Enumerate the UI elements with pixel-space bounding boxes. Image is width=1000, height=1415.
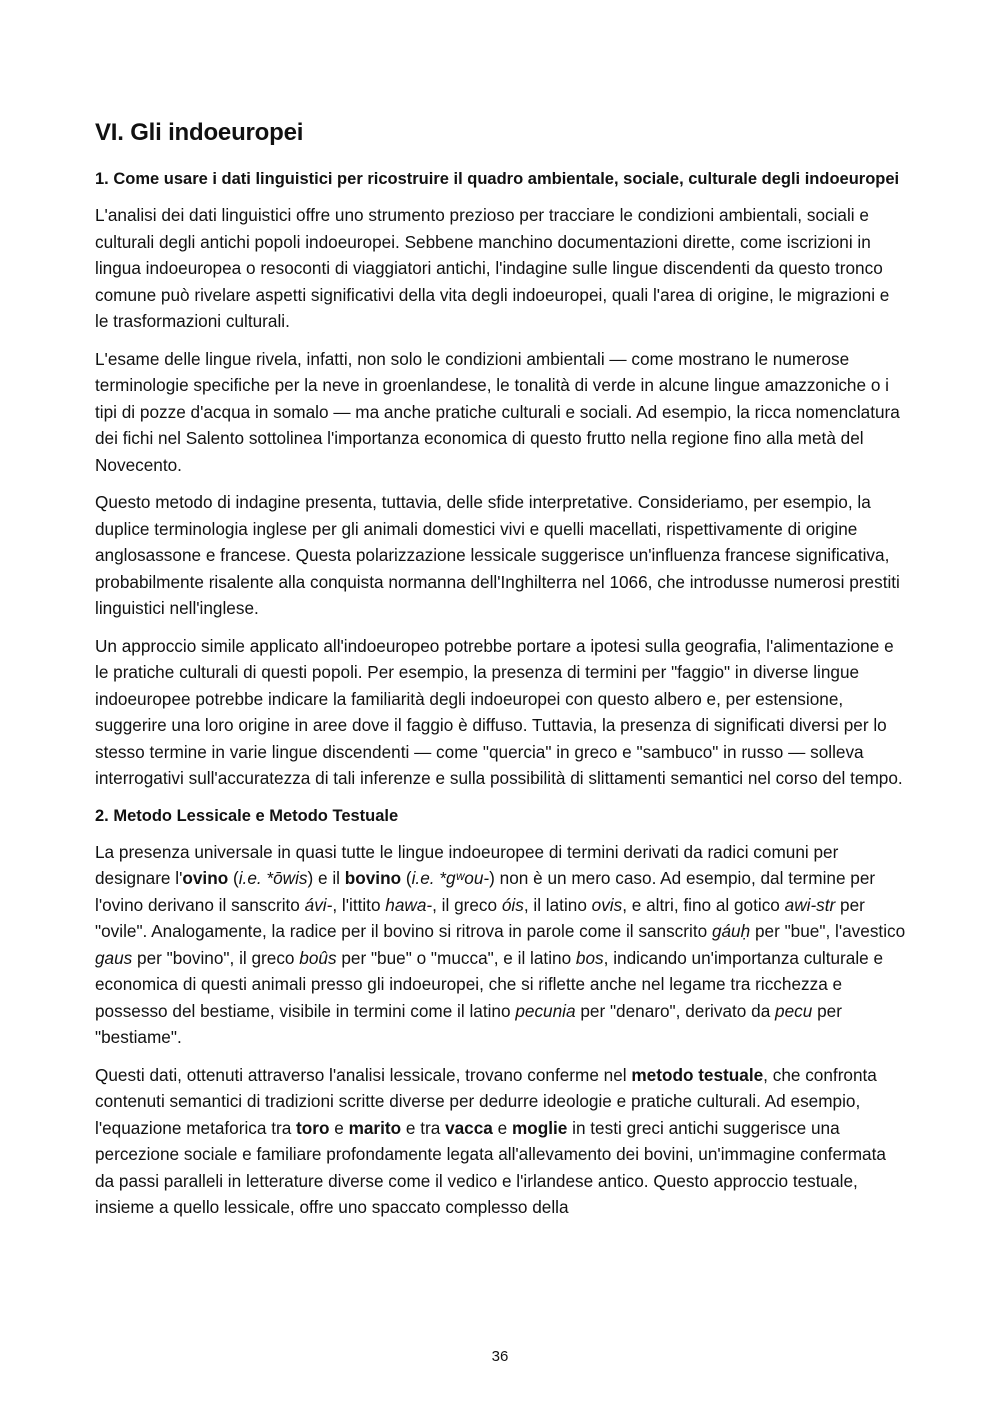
word-form: ovis [591,894,623,915]
term-metodo-testuale: metodo testuale [631,1064,764,1085]
word-form: hawa- [385,894,433,915]
text: ( [401,868,412,888]
term-bovino: bovino [344,868,402,888]
reconstructed-form: i.e. *gʷou- [411,868,490,888]
text: , il greco [432,894,502,915]
term-ovino: ovino [182,868,229,888]
word-form: awi-str [784,894,836,915]
section-heading-1: 1. Come usare i dati linguistici per ricostruire il quadro ambientale, sociale, culturale degli indoeuropei [95,170,900,188]
text: per "bue", l'avestico [750,921,906,941]
term-vacca: vacca [445,1117,493,1138]
text: , indicando un'importanza culturale e economica di questi animali presso gli indoeuropei, che si riflette anche nel legame tra ricchezza e possesso del bestiame, visibile in termini come il latino [95,947,884,1021]
text: , che confronta contenuti semantici di tradizioni scritte diverse per dedurre ideologie e pratiche culturali. Ad esempio, l'equazione metaforica tra [95,1064,877,1138]
text: per "denaro", derivato da [575,1000,776,1021]
section-heading-2: 2. Metodo Lessicale e Metodo Testuale [95,806,399,825]
chapter-title: VI. Gli indoeuropei [95,119,304,146]
text: e [329,1117,349,1138]
word-form: óis [501,894,524,915]
text: in testi greci antichi suggerisce una percezione sociale e familiare profondamente legata all'allevamento dei bovini, un'immagine confermata da passi paralleli in letterature diverse come il vedico e l'irlandese antico. Questo approccio testuale, insieme a quello lessicale, offre uno spaccato complesso della [95,1117,886,1217]
text: ( [228,868,239,888]
word-form: pecu [775,1000,813,1021]
text: ) e il [307,868,345,888]
text: , l'ittito [332,894,386,915]
word-form: boûs [299,947,337,968]
text: , il latino [523,894,592,915]
text: per "ovile". Analogamente, la radice per il bovino si ritrova in parole come il sanscrito [95,894,865,941]
page-number: 36 [491,1348,509,1365]
text: La presenza universale in quasi tutte le lingue indoeuropee di termini derivati da radici comuni per designare l' [95,841,839,888]
paragraph: L'esame delle lingue rivela, infatti, non solo le condizioni ambientali — come mostrano le numerose terminologie specifiche per la neve in groenlandese, le tonalità di verde in alcune lingue amazzoniche o i tipi di pozze d'acqua in somalo — ma anche pratiche culturali e sociali. Ad esempio, la ricca nomenclatura dei fichi nel Salento sottolinea l'importanza economica di questo frutto nella regione fino alla metà del Novecento. [95,348,900,475]
reconstructed-form: i.e. *ōwis [238,868,308,888]
word-form: ávi- [304,894,333,915]
word-form: gaus [95,947,133,968]
text: per "bestiame". [95,1000,842,1047]
term-moglie: moglie [511,1117,568,1138]
word-form: pecunia [515,1000,576,1021]
word-form: bos [575,947,604,968]
paragraph: L'analisi dei dati linguistici offre uno strumento prezioso per tracciare le condizioni ambientali, sociali e culturali degli antichi popoli indoeuropei. Sebbene manchino documentazioni dirette, come iscrizioni in lingua indoeuropea o resoconti di viaggiatori antichi, l'indagine sulle lingue discendenti da questo tronco comune può rivelare aspetti significativi della vita degli indoeuropei, quali l'area di origine, le migrazioni e le trasformazioni culturali. [95,205,890,331]
paragraph: Un approccio simile applicato all'indoeuropeo potrebbe portare a ipotesi sulla geografia, l'alimentazione e le pratiche culturali di questi popoli. Per esempio, la presenza di termini per "faggio" in diverse lingue indoeuropee potrebbe indicare la familiarità degli indoeuropei con questo albero e, per estensione, suggerire una loro origine in aree dove il faggio è diffuso. Tuttavia, la presenza di significati diversi per lo stesso termine in varie lingue discendenti — come "quercia" in greco e "sambuco" in russo — solleva interrogativi sull'accuratezza di tali inferenze e sulla possibilità di slittamenti semantici nel corso del tempo. [95,635,903,788]
paragraph: Questo metodo di indagine presenta, tuttavia, delle sfide interpretative. Consideriamo, per esempio, la duplice terminologia inglese per gli animali domestici vivi e quelli macellati, rispettivamente di origine anglosassone e francese. Questa polarizzazione lessicale suggerisce un'influenza francese significativa, probabilmente risalente alla conquista normanna dell'Inghilterra nel 1066, che introdusse numerosi prestiti linguistici nell'inglese. [95,492,900,618]
word-form: gáuḥ [711,921,751,941]
text: ) non è un mero caso. Ad esempio, dal termine per l'ovino derivano il sanscrito [95,868,876,915]
text: per "bue" o "mucca", e il latino [336,947,576,968]
text: Questi dati, ottenuti attraverso l'analisi lessicale, trovano conferme nel [95,1064,632,1085]
text: , e altri, fino al gotico [622,894,785,915]
term-toro: toro [296,1117,330,1138]
text: e tra [401,1117,446,1138]
paragraph-lexical-method [95,839,907,1051]
text: e [492,1117,512,1138]
text: per "bovino", il greco [132,947,300,968]
term-marito: marito [348,1117,402,1138]
document-page [95,118,907,1232]
paragraph-textual-method [95,1062,907,1221]
